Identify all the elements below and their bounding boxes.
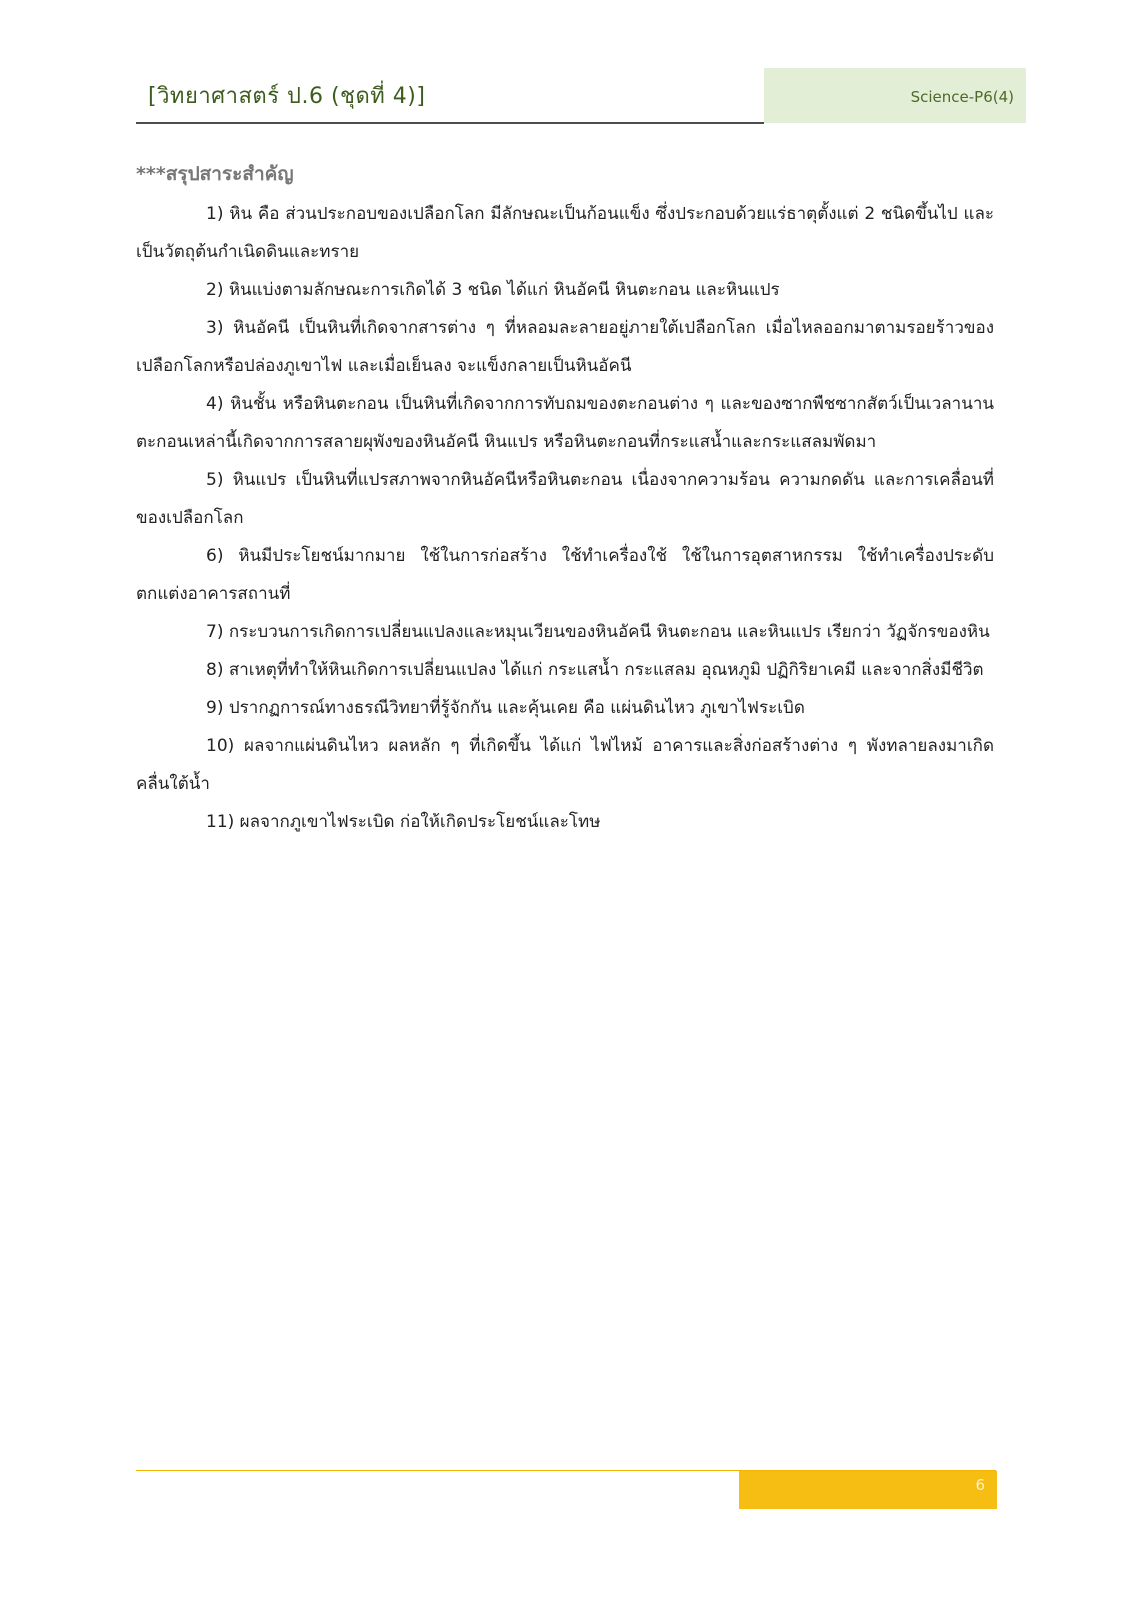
section-heading: ***สรุปสาระสำคัญ [136,163,294,185]
page-number: 6 [975,1476,985,1494]
summary-item-1: 1) หิน คือ ส่วนประกอบของเปลือกโลก มีลักษณะเป็นก้อนแข็ง ซึ่งประกอบด้วยแร่ธาตุตั้งแต่ 2 ชนิดขึ้นไป และเป็นวัตถุต้นกำเนิดดินและทราย [136,204,994,262]
document-code: Science-P6(4) [910,88,1014,106]
summary-item-10: 10) ผลจากแผ่นดินไหว ผลหลัก ๆ ที่เกิดขึ้น ได้แก่ ไฟไหม้ อาคารและสิ่งก่อสร้างต่าง ๆ พังทลายลงมาเกิดคลื่นใต้น้ำ [136,736,994,794]
summary-item-9: 9) ปรากฏการณ์ทางธรณีวิทยาที่รู้จักกัน และคุ้นเคย คือ แผ่นดินไหว ภูเขาไฟระเบิด [206,698,805,718]
summary-item-7: 7) กระบวนการเกิดการเปลี่ยนแปลงและหมุนเวียนของหินอัคนี หินตะกอน และหินแปร เรียกว่า วัฏจักรของหิน [206,622,990,642]
page-header [136,68,1026,124]
summary-item-8: 8) สาเหตุที่ทำให้หินเกิดการเปลี่ยนแปลง ได้แก่ กระแสน้ำ กระแสลม อุณหภูมิ ปฏิกิริยาเคมี และจากสิ่งมีชีวิต [206,660,984,680]
header-tag-box [764,68,1026,123]
summary-item-5: 5) หินแปร เป็นหินที่แปรสภาพจากหินอัคนีหรือหินตะกอน เนื่องจากความร้อน ความกดดัน และการเคลื่อนที่ของเปลือกโลก [136,470,994,528]
footer-page-box [739,1471,997,1509]
summary-item-11: 11) ผลจากภูเขาไฟระเบิด ก่อให้เกิดประโยชน์และโทษ [206,812,601,832]
summary-content [136,155,994,841]
summary-item-4: 4) หินชั้น หรือหินตะกอน เป็นหินที่เกิดจากการทับถมของตะกอนต่าง ๆ และของซากพืชซากสัตว์เป็นเวลานาน ตะกอนเหล่านี้เกิดจากการสลายผุพังของหินอัคนี หินแปร หรือหินตะกอนที่กระแสน้ำและกระแสลมพัดมา [136,394,994,452]
summary-item-2: 2) หินแบ่งตามลักษณะการเกิดได้ 3 ชนิด ได้แก่ หินอัคนี หินตะกอน และหินแปร [206,280,780,300]
document-title: [วิทยาศาสตร์ ป.6 (ชุดที่ 4)] [148,84,426,109]
summary-item-3: 3) หินอัคนี เป็นหินที่เกิดจากสารต่าง ๆ ที่หลอมละลายอยู่ภายใต้เปลือกโลก เมื่อไหลออกมาตามรอยร้าวของเปลือกโลกหรือปล่องภูเขาไฟ และเมื่อเย็นลง จะแข็งกลายเป็นหินอัคนี [136,318,994,376]
header-divider [136,122,764,124]
summary-item-6: 6) หินมีประโยชน์มากมาย ใช้ในการก่อสร้าง ใช้ทำเครื่องใช้ ใช้ในการอุตสาหกรรม ใช้ทำเครื่องประดับตกแต่งอาคารสถานที่ [136,546,994,604]
